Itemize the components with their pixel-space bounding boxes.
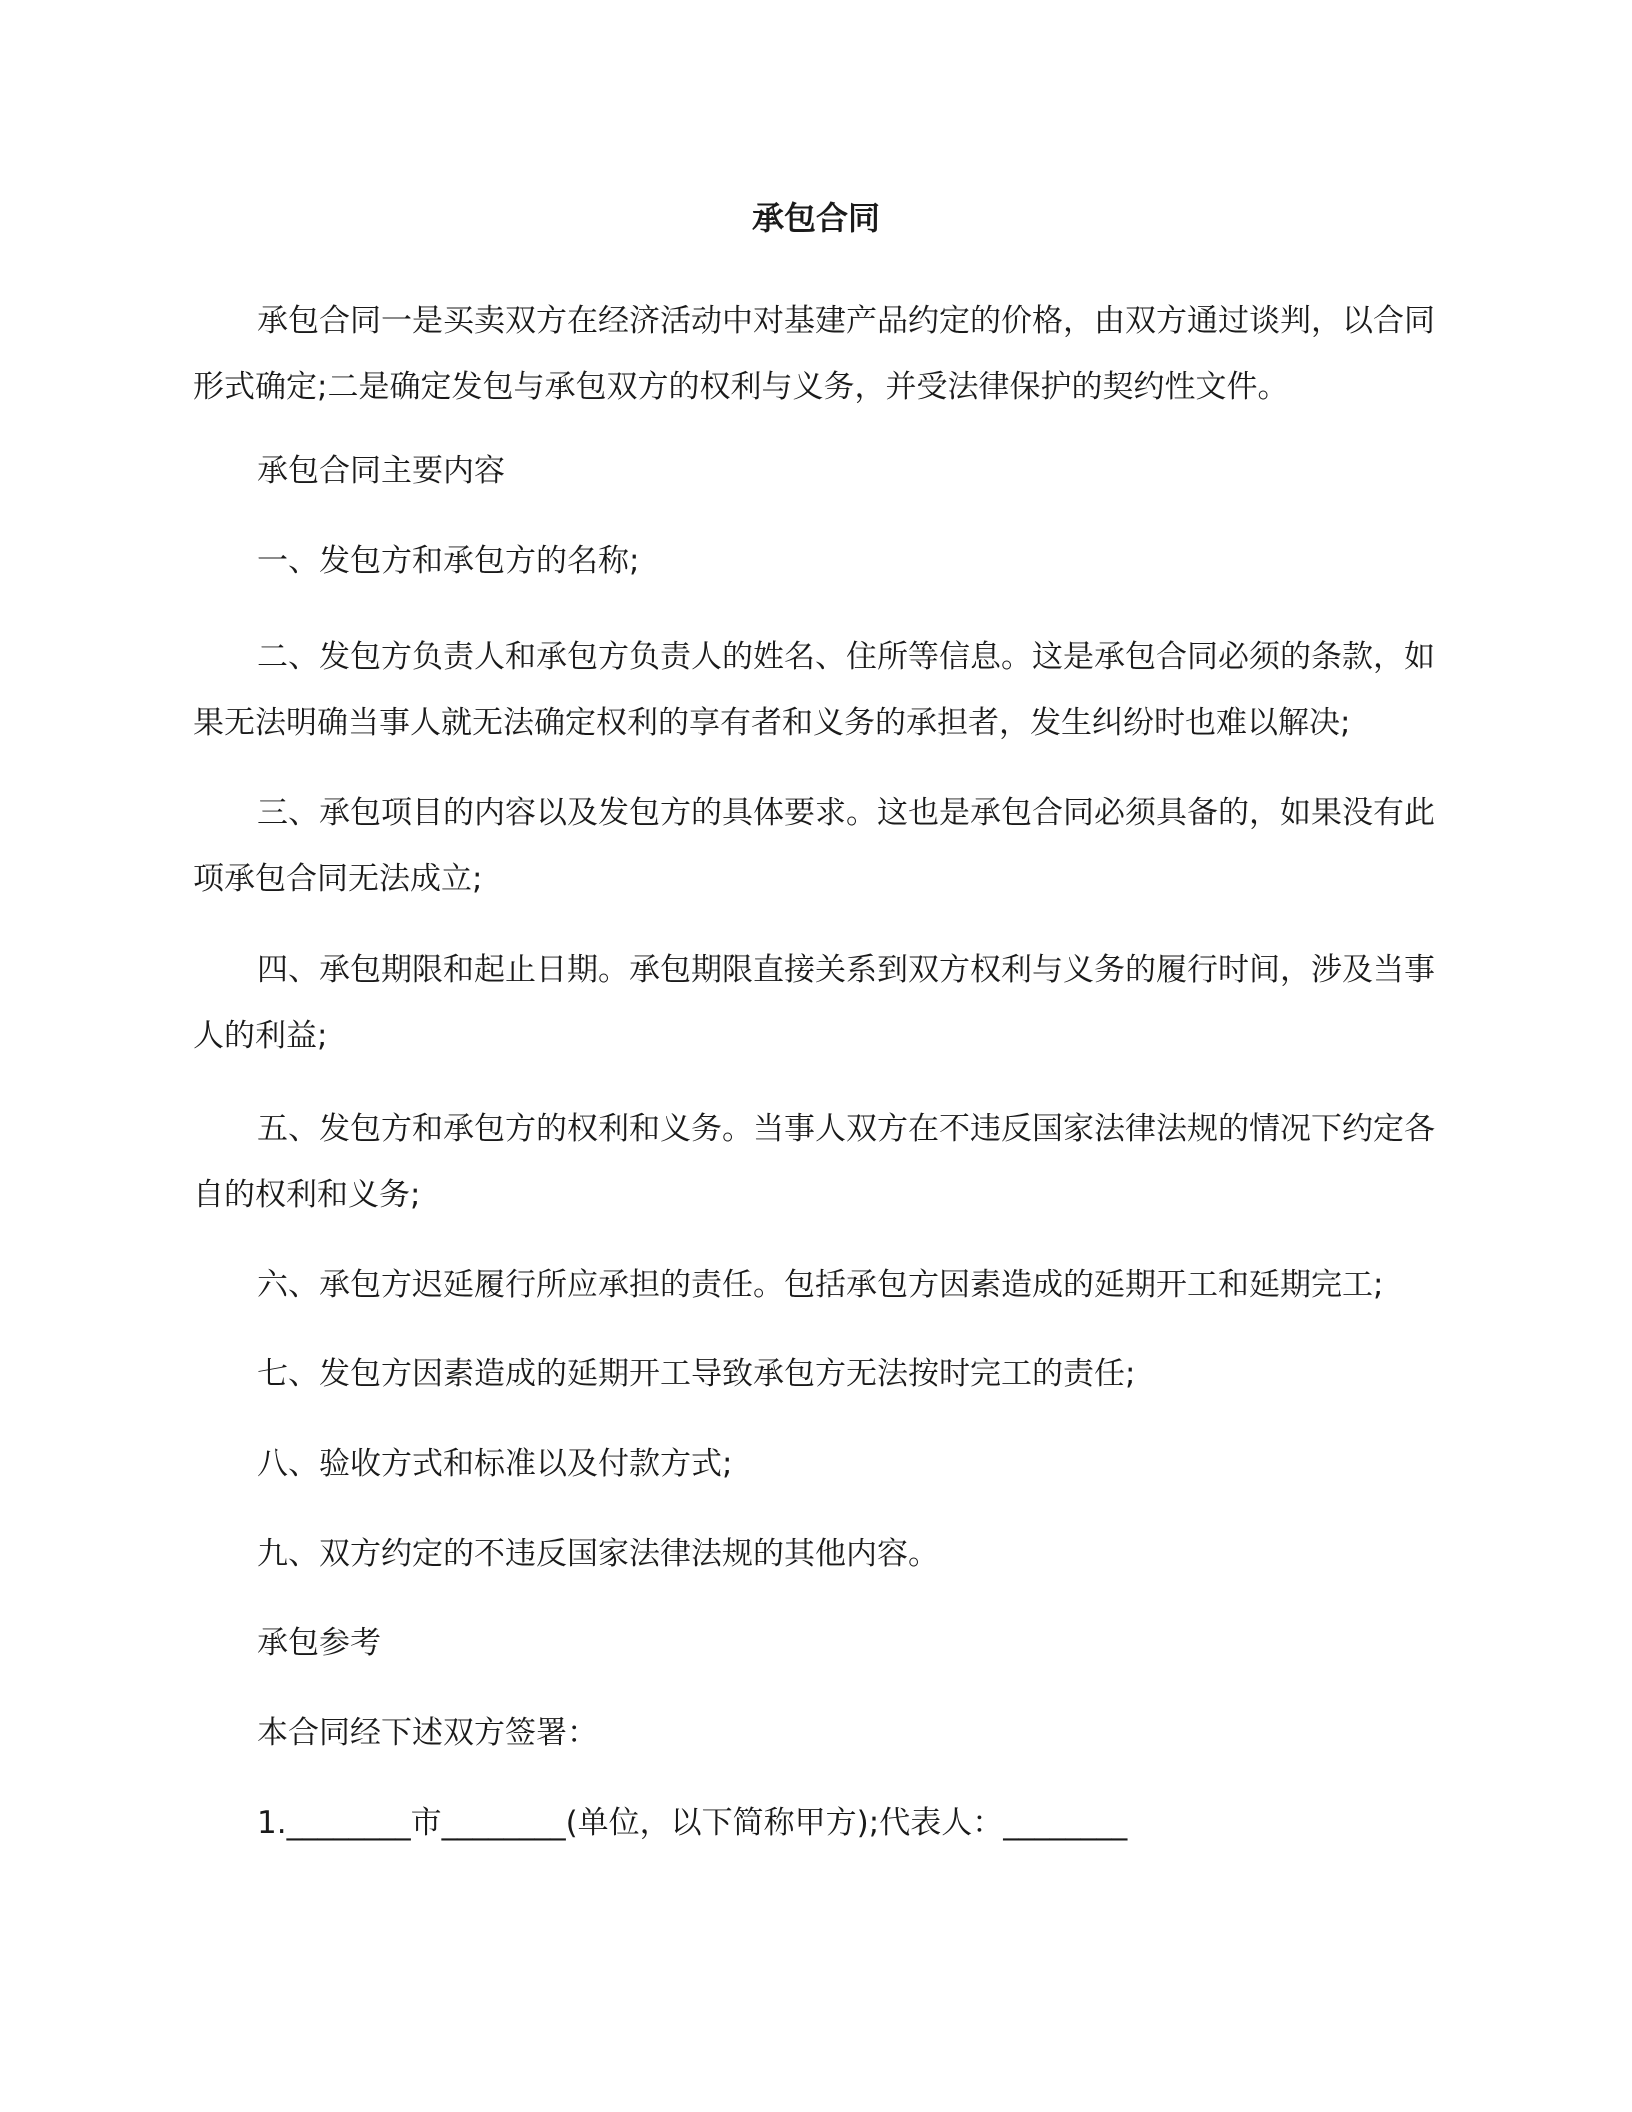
clause-5: 五、发包方和承包方的权利和义务。当事人双方在不违反国家法律法规的情况下约定各自的权利和义务; [193, 1111, 1435, 1213]
party-a-line: 1.________市________(单位，以下简称甲方);代表人：________ [257, 1805, 1128, 1841]
clause-7: 七、发包方因素造成的延期开工导致承包方无法按时完工的责任; [257, 1356, 1136, 1392]
clause-4: 四、承包期限和起止日期。承包期限直接关系到双方权利与义务的履行时间，涉及当事人的利益; [193, 952, 1435, 1054]
clause-6: 六、承包方迟延履行所应承担的责任。包括承包方因素造成的延期开工和延期完工; [257, 1267, 1384, 1303]
signing-intro: 本合同经下述双方签署： [257, 1715, 598, 1751]
intro-paragraph: 承包合同一是买卖双方在经济活动中对基建产品约定的价格，由双方通过谈判，以合同形式确定;二是确定发包与承包双方的权利与义务，并受法律保护的契约性文件。 [193, 303, 1435, 405]
clause-1: 一、发包方和承包方的名称; [257, 543, 640, 579]
clause-2: 二、发包方负责人和承包方负责人的姓名、住所等信息。这是承包合同必须的条款，如果无法明确当事人就无法确定权利的享有者和义务的承担者，发生纠纷时也难以解决; [193, 639, 1435, 741]
clause-9: 九、双方约定的不违反国家法律法规的其他内容。 [257, 1536, 939, 1572]
section-heading-reference: 承包参考 [257, 1625, 381, 1661]
document-title: 承包合同 [751, 199, 880, 237]
clause-8: 八、验收方式和标准以及付款方式; [257, 1446, 733, 1482]
clause-3: 三、承包项目的内容以及发包方的具体要求。这也是承包合同必须具备的，如果没有此项承包合同无法成立; [193, 795, 1435, 897]
section-heading-main-content: 承包合同主要内容 [257, 453, 505, 489]
